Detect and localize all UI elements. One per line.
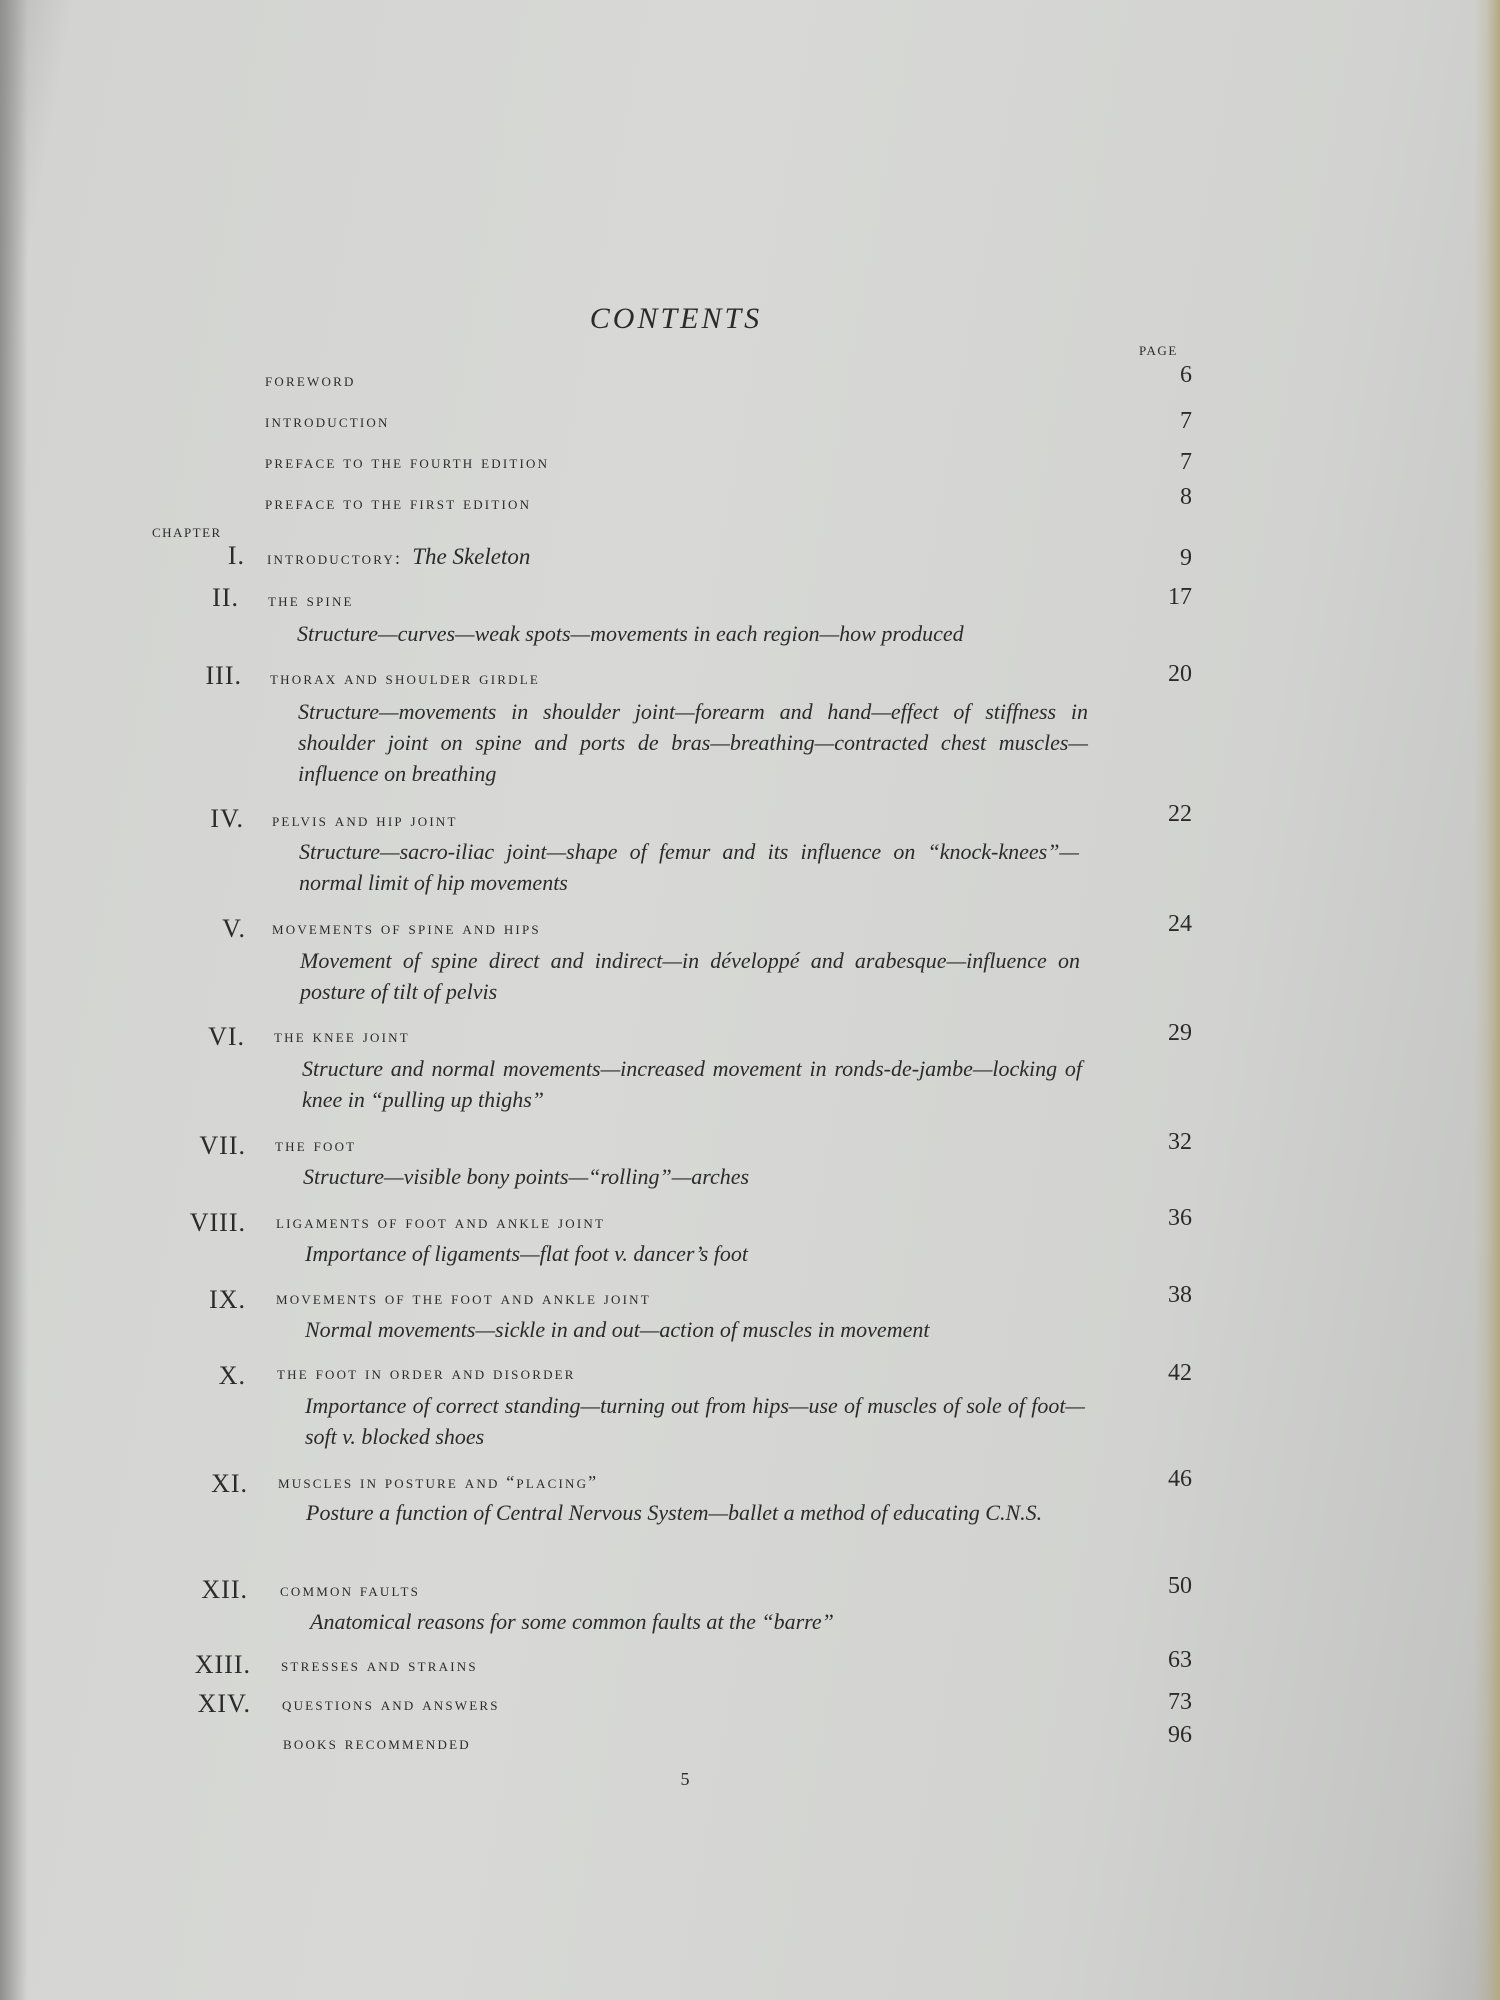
entry-page-number: 42 (1168, 1360, 1192, 1386)
entry-page-number: 96 (1168, 1722, 1192, 1748)
chapter-number: V. (222, 914, 246, 943)
entry-page-number: 20 (1168, 661, 1192, 687)
entry-heading: movements of the foot and ankle joint (276, 1288, 651, 1308)
entry-description: Structure and normal movements—increased movement in ronds-de-jambe—locking of knee in “pulling up thighs” (302, 1056, 1082, 1112)
chapter-number: IX. (209, 1285, 246, 1314)
entry-description: Normal movements—sickle in and out—action of muscles in movement (305, 1317, 930, 1342)
entry-page-number: 50 (1168, 1573, 1192, 1599)
entry-heading: foreword (265, 370, 356, 390)
entry-heading: the spine (268, 590, 354, 610)
chapter-number: XII. (201, 1575, 248, 1604)
chapter-number: I. (227, 541, 245, 570)
entry-description: Posture a function of Central Nervous System—ballet a method of educating C.N.S. (306, 1500, 1043, 1525)
entry-description: Structure—movements in shoulder joint—forearm and hand—effect of stiffness in shoulder joint on spine and ports de bras—breathing—contracted chest muscles—influence on breathing (298, 699, 1088, 786)
chapter-number: IV. (210, 804, 244, 833)
contents-title: CONTENTS (589, 302, 763, 335)
heading-text: introductory: (267, 548, 403, 568)
chapter-number: II. (212, 583, 239, 612)
chapter-number: III. (205, 661, 242, 690)
entry-description: Structure—visible bony points—“rolling”—arches (303, 1164, 750, 1189)
entry-page-number: 29 (1168, 1020, 1192, 1046)
entry-description: Structure—curves—weak spots—movements in each region—how produced (297, 621, 964, 646)
page-edge (1474, 0, 1500, 2000)
entry-description: Anatomical reasons for some common faults at the “barre” (310, 1609, 834, 1634)
chapter-number: VII. (199, 1131, 246, 1160)
entry-description: Structure—sacro-iliac joint—shape of femur and its influence on “knock-knees”—normal limit of hip movements (299, 839, 1079, 895)
chapter-column-heading: CHAPTER (152, 525, 222, 540)
chapter-number: VI. (208, 1022, 245, 1051)
chapter-number: XIV. (197, 1689, 251, 1718)
entry-page-number: 17 (1168, 584, 1192, 610)
page-column-heading: PAGE (1139, 343, 1178, 358)
entry-heading: pelvis and hip joint (272, 810, 458, 830)
entry-page-number: 32 (1168, 1129, 1192, 1155)
entry-description: Importance of ligaments—flat foot v. dancer’s foot (305, 1241, 749, 1266)
entry-heading: muscles in posture and “placing” (278, 1472, 599, 1492)
entry-heading: questions and answers (282, 1694, 500, 1714)
entry-page-number: 22 (1168, 801, 1192, 827)
entry-page-number: 73 (1168, 1689, 1192, 1715)
entry-heading: thorax and shoulder girdle (270, 668, 541, 688)
entry-heading: ligaments of foot and ankle joint (276, 1212, 606, 1232)
entry-page-number: 38 (1168, 1282, 1192, 1308)
entry-page-number: 7 (1180, 449, 1192, 475)
entry-heading: preface to the fourth edition (265, 452, 550, 472)
entry-page-number: 36 (1168, 1205, 1192, 1231)
entry-heading: the foot in order and disorder (277, 1363, 576, 1383)
entry-heading: introduction (265, 411, 390, 431)
entry-page-number: 46 (1168, 1466, 1192, 1492)
entry-description: Importance of correct standing—turning out from hips—use of muscles of sole of foot—soft v. blocked shoes (305, 1393, 1085, 1449)
entry-heading: movements of spine and hips (272, 918, 541, 938)
entry-heading: common faults (280, 1580, 421, 1600)
entry-page-number: 63 (1168, 1647, 1192, 1673)
entry-page-number: 9 (1180, 545, 1192, 571)
chapter-number: VIII. (189, 1208, 246, 1237)
entry-page-number: 8 (1180, 484, 1192, 510)
entry-heading: the knee joint (274, 1026, 410, 1046)
chapter-number: XIII. (194, 1650, 251, 1679)
entry-page-number: 24 (1168, 911, 1192, 937)
entry-heading: preface to the first edition (265, 493, 532, 513)
chapter-number: X. (218, 1361, 246, 1390)
entry-description: Movement of spine direct and indirect—in développé and arabesque—influence on posture of tilt of pelvis (300, 948, 1080, 1004)
entry-heading: the foot (275, 1135, 357, 1155)
entry-heading (267, 544, 530, 570)
entry-heading: books recommended (283, 1733, 471, 1753)
chapter-number: XI. (211, 1469, 248, 1498)
entry-page-number: 6 (1180, 362, 1192, 388)
folio-page-number: 5 (680, 1769, 690, 1789)
entry-page-number: 7 (1180, 408, 1192, 434)
entry-heading: stresses and strains (281, 1655, 478, 1675)
heading-subtitle: The Skeleton (412, 544, 531, 569)
